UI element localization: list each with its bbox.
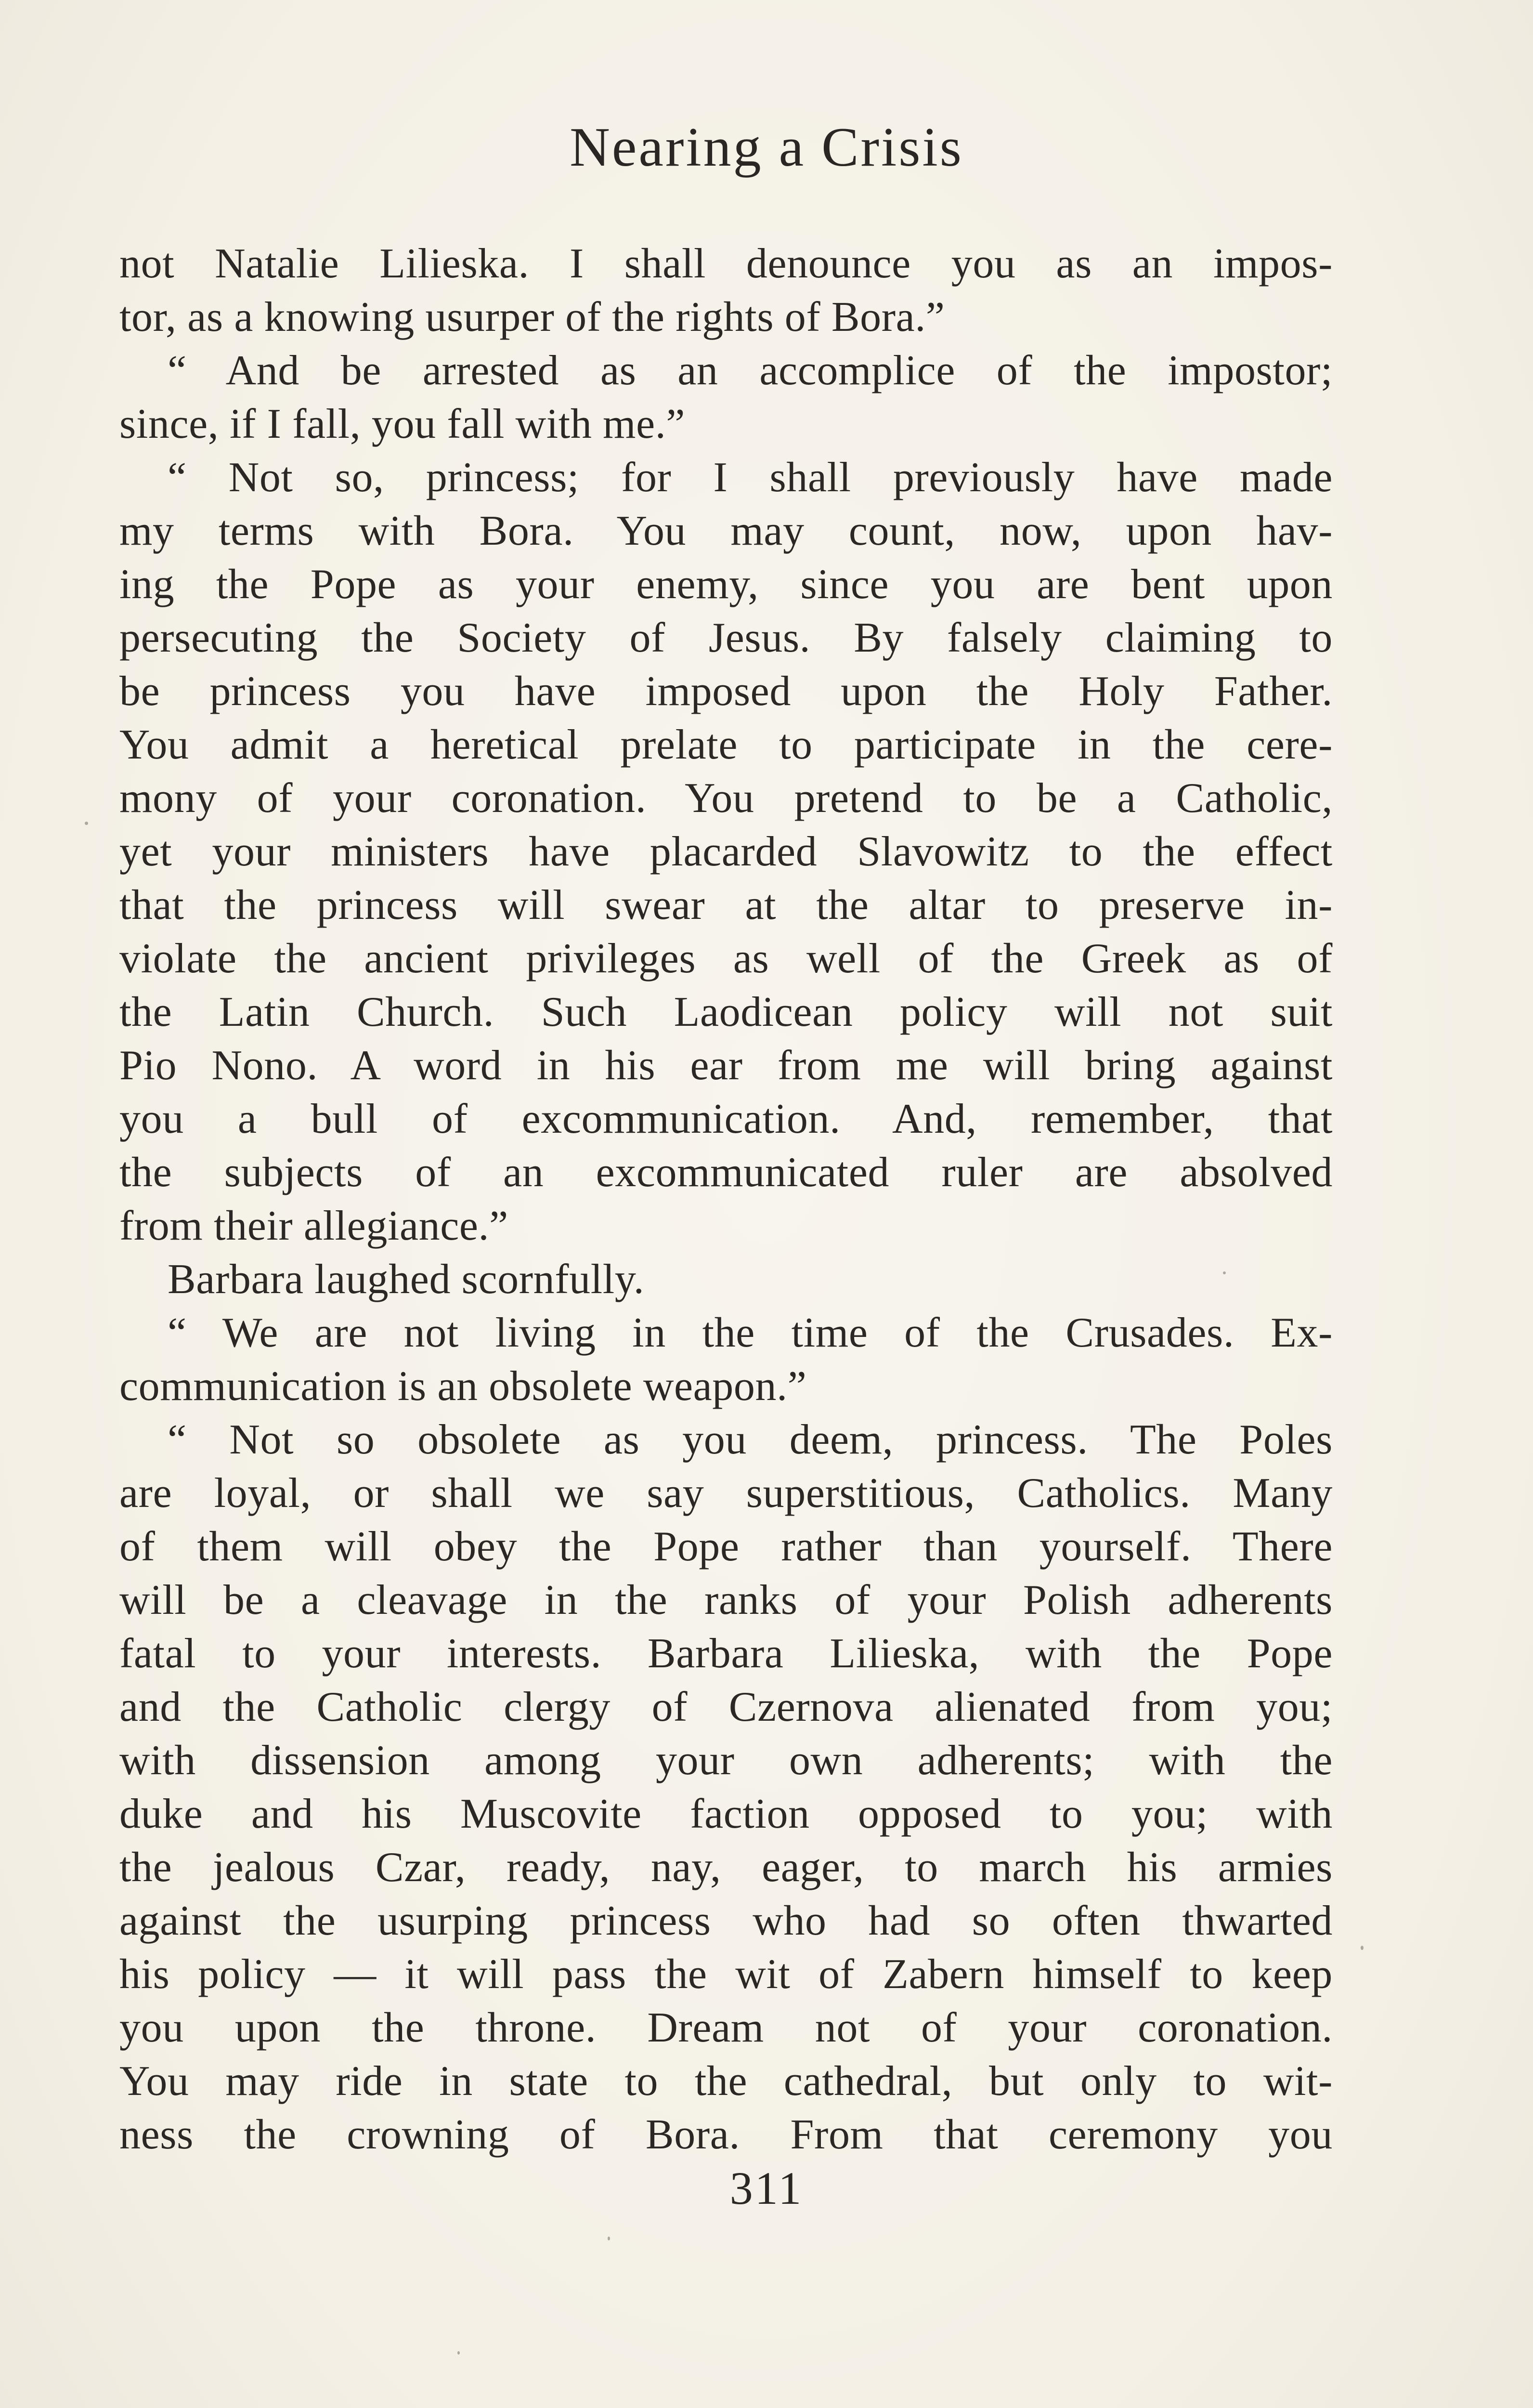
text-line: ness the crowning of Bora. From that ceremony you xyxy=(119,2111,1333,2158)
text-line: “ Not so, princess; for I shall previously have made xyxy=(168,454,1333,501)
text-line: violate the ancient privileges as well of the Greek as of xyxy=(119,935,1333,982)
text-line: that the princess will swear at the altar to preserve in- xyxy=(119,882,1333,929)
text-line: communication is an obsolete weapon.” xyxy=(119,1363,807,1410)
text-line: You admit a heretical prelate to participate in the cere- xyxy=(119,721,1333,768)
text-line: are loyal, or shall we say superstitious, Catholics. Many xyxy=(119,1470,1333,1517)
text-line: duke and his Muscovite faction opposed to you; with xyxy=(119,1791,1333,1837)
text-line: of them will obey the Pope rather than yourself. There xyxy=(119,1523,1333,1570)
text-line: the subjects of an excommunicated ruler are absolved xyxy=(119,1149,1333,1196)
text-line: “ We are not living in the time of the Crusades. Ex- xyxy=(168,1309,1333,1356)
text-line: You may ride in state to the cathedral, but only to wit- xyxy=(119,2058,1333,2105)
text-line: with dissension among your own adherents; with the xyxy=(119,1737,1333,1784)
text-line: yet your ministers have placarded Slavowitz to the effect xyxy=(119,828,1333,875)
text-line: “ Not so obsolete as you deem, princess. The Poles xyxy=(168,1416,1333,1463)
text-line: my terms with Bora. You may count, now, upon hav- xyxy=(119,508,1333,554)
text-line: against the usurping princess who had so often thwarted xyxy=(119,1898,1333,1944)
paper-speck xyxy=(608,2237,610,2240)
text-line: ing the Pope as your enemy, since you are bent upon xyxy=(119,561,1333,608)
text-line: since, if I fall, you fall with me.” xyxy=(119,401,686,447)
paper-speck xyxy=(1361,1946,1364,1950)
page-number: 311 xyxy=(729,2162,804,2214)
text-line: the jealous Czar, ready, nay, eager, to march his armies xyxy=(119,1844,1333,1891)
text-line: from their allegiance.” xyxy=(119,1203,508,1249)
text-line: not Natalie Lilieska. I shall denounce you as an impos- xyxy=(119,240,1333,287)
paper-speck xyxy=(1223,1271,1226,1274)
paper-speck xyxy=(85,822,88,825)
text-line: Pio Nono. A word in his ear from me will bring against xyxy=(119,1042,1333,1089)
text-line: you upon the throne. Dream not of your coronation. xyxy=(119,2004,1333,2051)
text-line: persecuting the Society of Jesus. By falsely claiming to xyxy=(119,615,1333,661)
body-text xyxy=(119,237,1333,2161)
text-line: be princess you have imposed upon the Holy Father. xyxy=(119,668,1333,715)
text-line: fatal to your interests. Barbara Lilieska, with the Pope xyxy=(119,1630,1333,1677)
text-line: tor, as a knowing usurper of the rights of Bora.” xyxy=(119,294,945,340)
running-head: Nearing a Crisis xyxy=(570,117,963,178)
text-line: you a bull of excommunication. And, remember, that xyxy=(119,1096,1333,1142)
text-line: the Latin Church. Such Laodicean policy will not suit xyxy=(119,989,1333,1035)
text-line: “ And be arrested as an accomplice of the impostor; xyxy=(168,347,1333,394)
text-line: and the Catholic clergy of Czernova alienated from you; xyxy=(119,1684,1333,1730)
text-line: mony of your coronation. You pretend to be a Catholic, xyxy=(119,775,1333,822)
text-line: will be a cleavage in the ranks of your Polish adherents xyxy=(119,1577,1333,1623)
paper-speck xyxy=(457,2351,460,2355)
text-line: his policy — it will pass the wit of Zabern himself to keep xyxy=(119,1951,1333,1998)
text-line: Barbara laughed scornfully. xyxy=(168,1256,645,1303)
